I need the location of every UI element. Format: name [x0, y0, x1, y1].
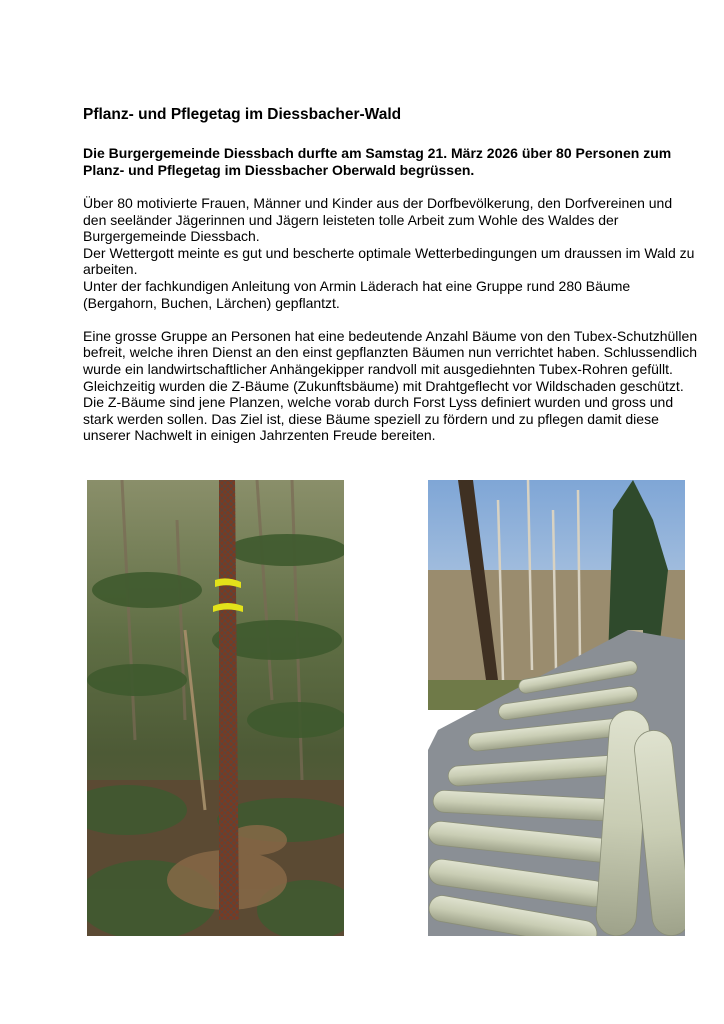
- photo-trailer-with-tubex-tubes: [428, 480, 685, 936]
- document-title: Pflanz- und Pflegetag im Diessbacher-Wald: [83, 106, 402, 123]
- body-text: [83, 195, 698, 444]
- paragraph-z-trees: Gleichzeitig wurden die Z-Bäume (Zukunftsbäume) mit Drahtgeflecht vor Wildschaden geschützt. Die Z-Bäume sind jene Planzen, welche vorab durch Forst Lyss definiert wurden und gross und stark werden sollen. Das Ziel ist, diese Bäume speziell zu fördern und zu pflegen damit diese unserer Nachwelt in einigen Jahrzenten Freude bereiten.: [83, 377, 684, 444]
- paragraph-volunteers: Über 80 motivierte Frauen, Männer und Kinder aus der Dorfbevölkerung, den Dorfvereinen und den seeländer Jägerinnen und Jägern leisteten tolle Arbeit zum Wohle des Waldes der Burgergemeinde Diessbach.: [83, 195, 673, 245]
- photo-tree-with-wire-mesh: [87, 480, 344, 936]
- lead-paragraph: Die Burgergemeinde Diessbach durfte am Samstag 21. März 2026 über 80 Personen zum Planz- und Pflegetag im Diessbacher Oberwald begrüssen.: [83, 145, 672, 178]
- paragraph-planting: Unter der fachkundigen Anleitung von Armin Läderach hat eine Gruppe rund 280 Bäume (Bergahorn, Buchen, Lärchen) gepflantzt.: [83, 277, 631, 311]
- paragraph-weather: Der Wettergott meinte es gut und bescherte optimale Wetterbedingungen um draussen im Wald zu arbeiten.: [83, 244, 695, 278]
- paragraph-tubex: Eine grosse Gruppe an Personen hat eine bedeutende Anzahl Bäume von den Tubex-Schutzhüllen befreit, welche ihren Dienst an den einst gepflanzten Bäumen nun verrichtet haben. Schlussendlich wurde ein landwirtschaftlicher Anhängekipper randvoll mit ausgediehnten Tubex-Rohren gefüllt.: [83, 327, 698, 377]
